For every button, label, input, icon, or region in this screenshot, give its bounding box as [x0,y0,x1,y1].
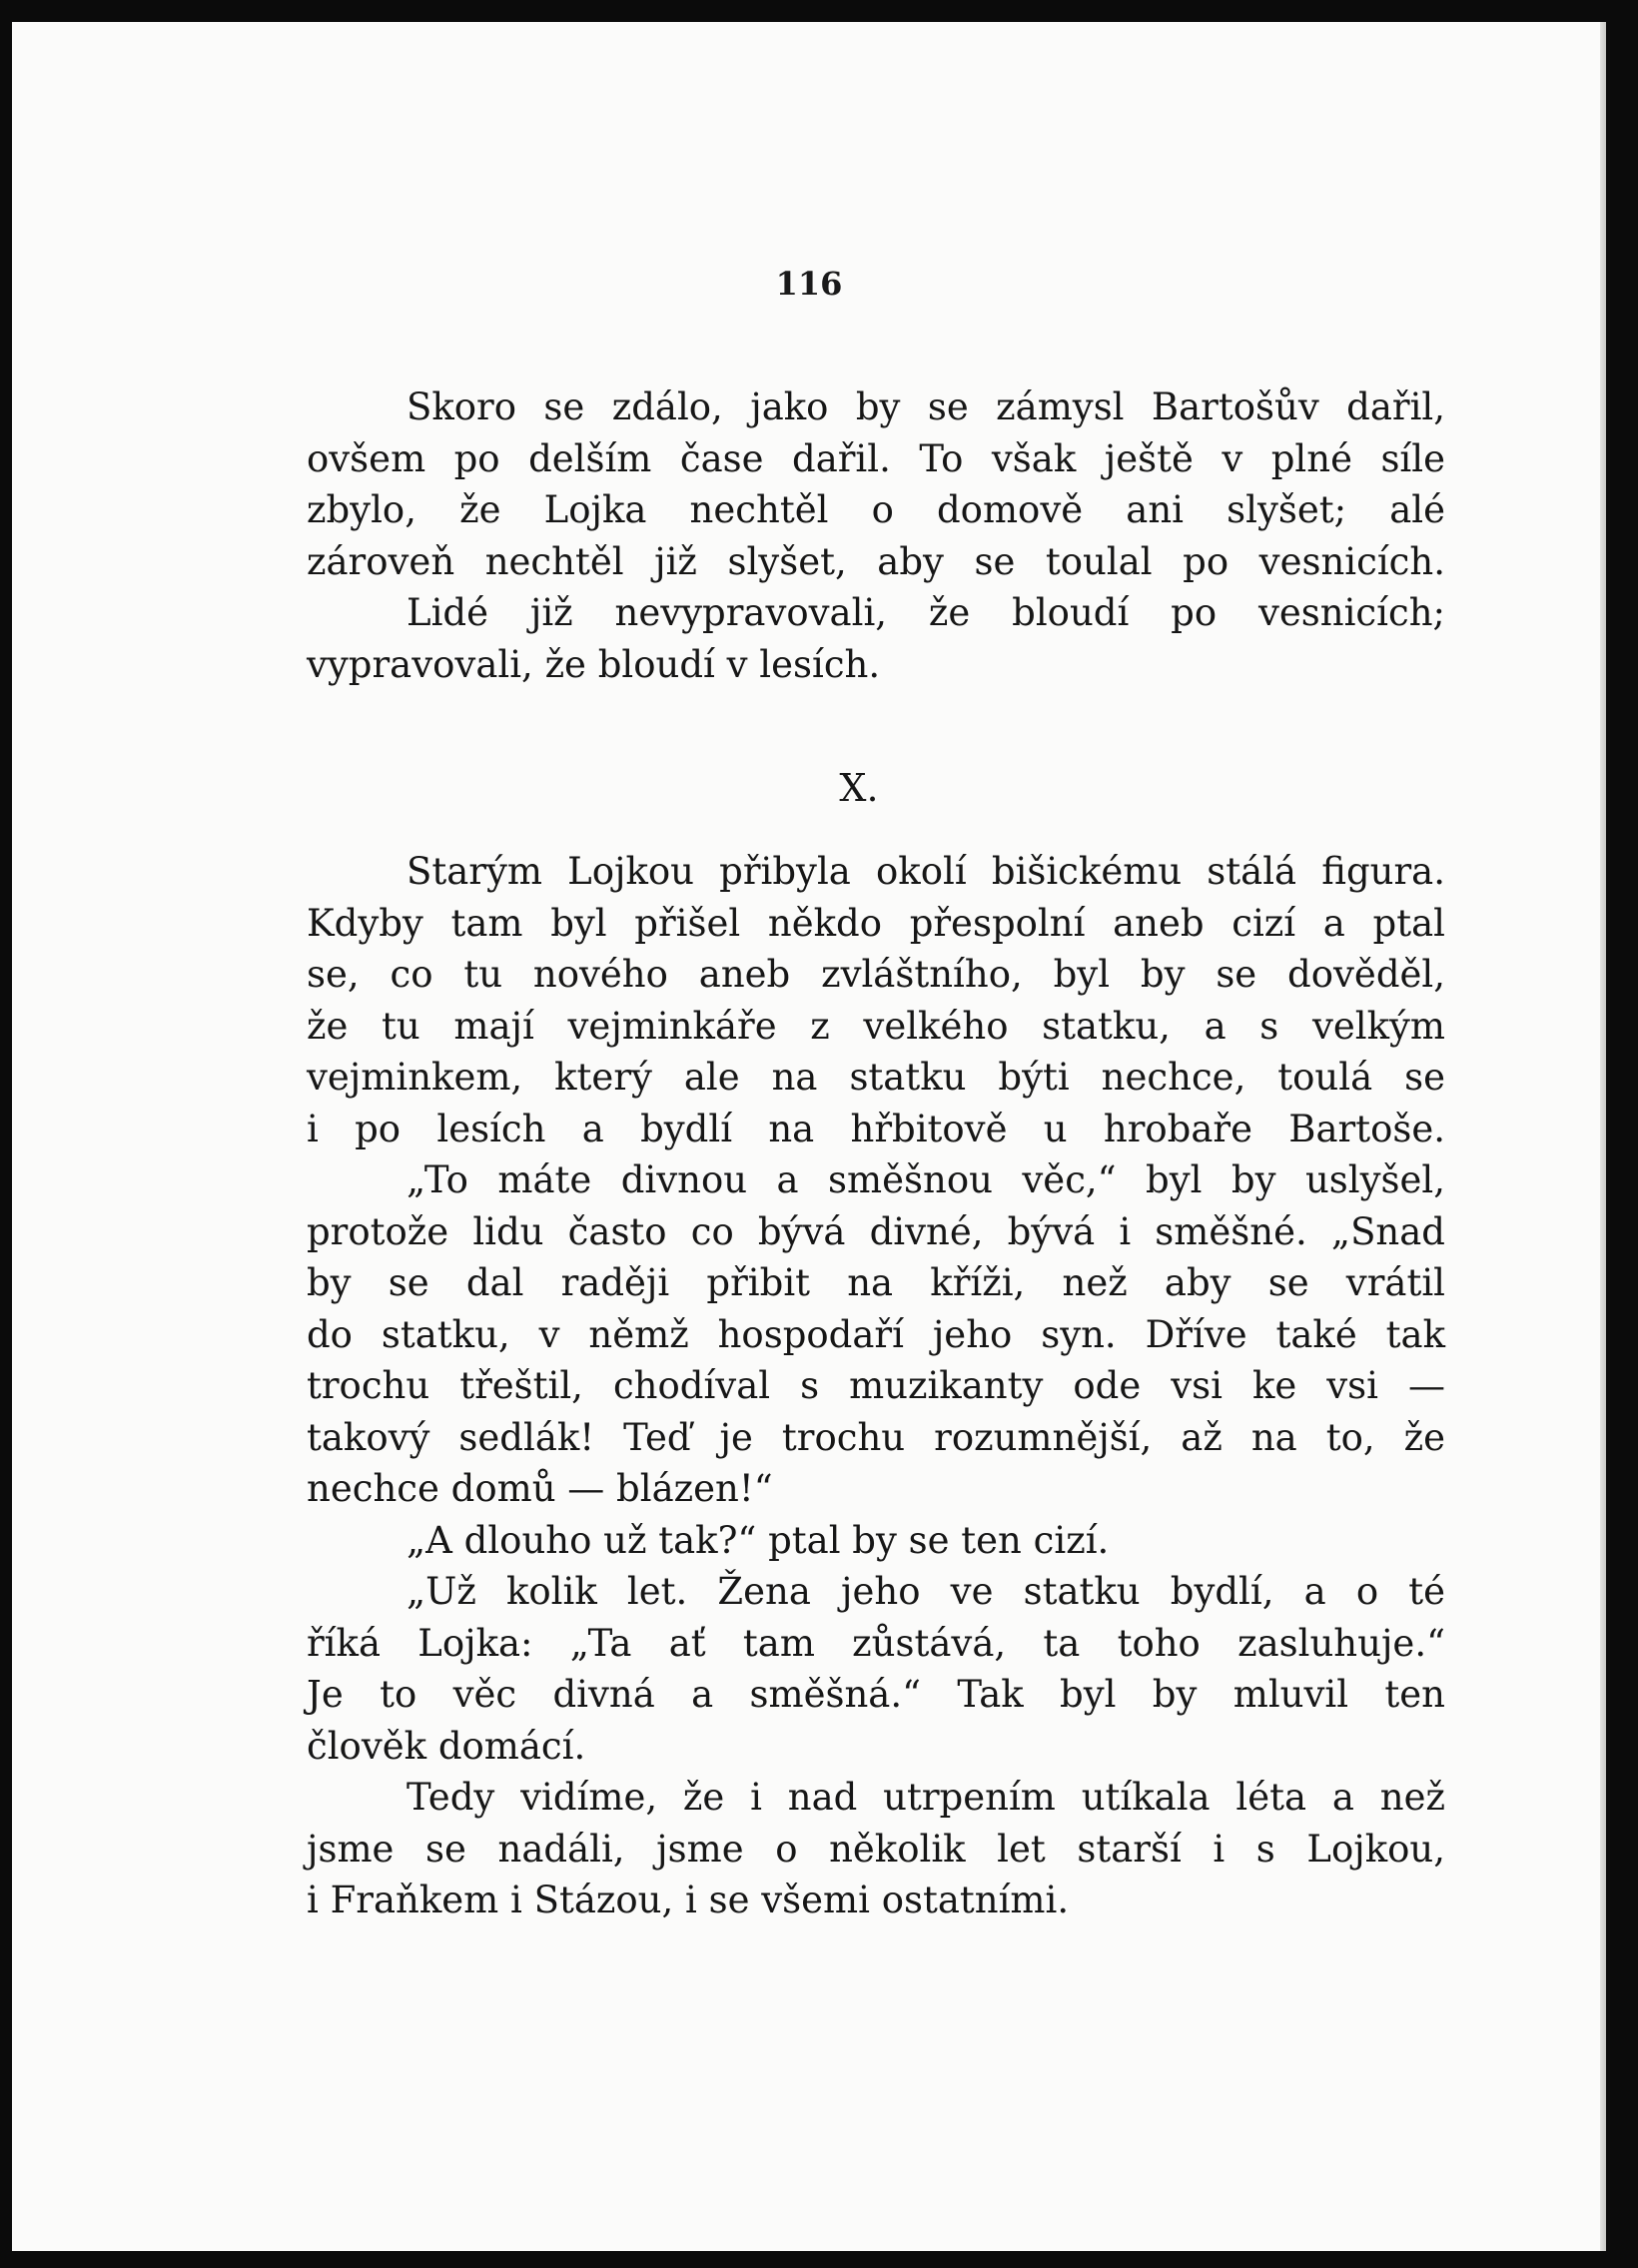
text-section-2 [307,846,1445,1926]
text-line: „Už kolik let. Žena jeho ve statku bydlí, a o té [407,1570,1445,1613]
text-line: zároveň nechtěl již slyšet, aby se toulal po vesnicích. [307,539,1445,583]
text-line: vejminkem, který ale na statku býti nechce, toulá se [307,1056,1445,1099]
text-line: takový sedlák! Teď je trochu rozumnější, až na to, že [307,1415,1445,1459]
text-line: i Fraňkem i Stázou, i se všemi ostatními. [307,1879,1070,1921]
text-line: i po lesích a bydlí na hřbitově u hrobaře Bartoše. [307,1107,1445,1150]
text-line: člověk domácí. [307,1724,586,1768]
text-line: Tedy vidíme, že i nad utrpením utíkala léta a než [407,1776,1445,1819]
text-section-1 [307,381,1445,690]
text-line: zbylo, že Lojka nechtěl o domově ani slyšet; alé [307,488,1445,531]
text-line: nechce domů — blázen!“ [307,1467,773,1510]
page-edge-shadow [1600,22,1606,2251]
text-line: Skoro se zdálo, jako by se zámysl Bartošův dařil, [407,385,1445,428]
text-line: by se dal raději přibit na kříži, než aby se vrátil [307,1261,1445,1304]
text-line: vypravovali, že bloudí v lesích. [307,642,881,686]
text-line: Kdyby tam byl přišel někdo přespolní aneb cizí a ptal [307,901,1445,945]
text-line: že tu mají vejminkáře z velkého statku, a s velkým [307,1004,1445,1048]
text-line: jsme se nadáli, jsme o několik let starší i s Lojkou, [307,1827,1445,1871]
text-line: Starým Lojkou přibyla okolí bišickému stálá figura. [407,850,1445,893]
text-line: se, co tu nového aneb zvláštního, byl by se dověděl, [307,953,1445,996]
text-line: trochu třeštil, chodíval s muzikanty ode vsi ke vsi — [307,1364,1445,1407]
text-line: Je to věc divná a směšná.“ Tak byl by mluvil ten [307,1673,1445,1716]
text-line: říká Lojka: „Ta ať tam zůstává, ta toho zasluhuje.“ [307,1621,1445,1665]
book-page [12,22,1606,2251]
text-line: ovšem po delším čase dařil. To však ještě v plné síle [307,436,1445,480]
text-line: „To máte divnou a směšnou věc,“ byl by uslyšel, [407,1158,1445,1201]
text-line: do statku, v němž hospodaří jeho syn. Dříve také tak [307,1312,1445,1356]
text-line: „A dlouho už tak?“ ptal by se ten cizí. [407,1518,1110,1562]
chapter-heading: X. [839,766,879,810]
text-line: protože lidu často co bývá divné, bývá i směšné. „Snad [307,1209,1445,1253]
page-number: 116 [775,265,843,303]
text-line: Lidé již nevypravovali, že bloudí po vesnicích; [407,591,1445,634]
